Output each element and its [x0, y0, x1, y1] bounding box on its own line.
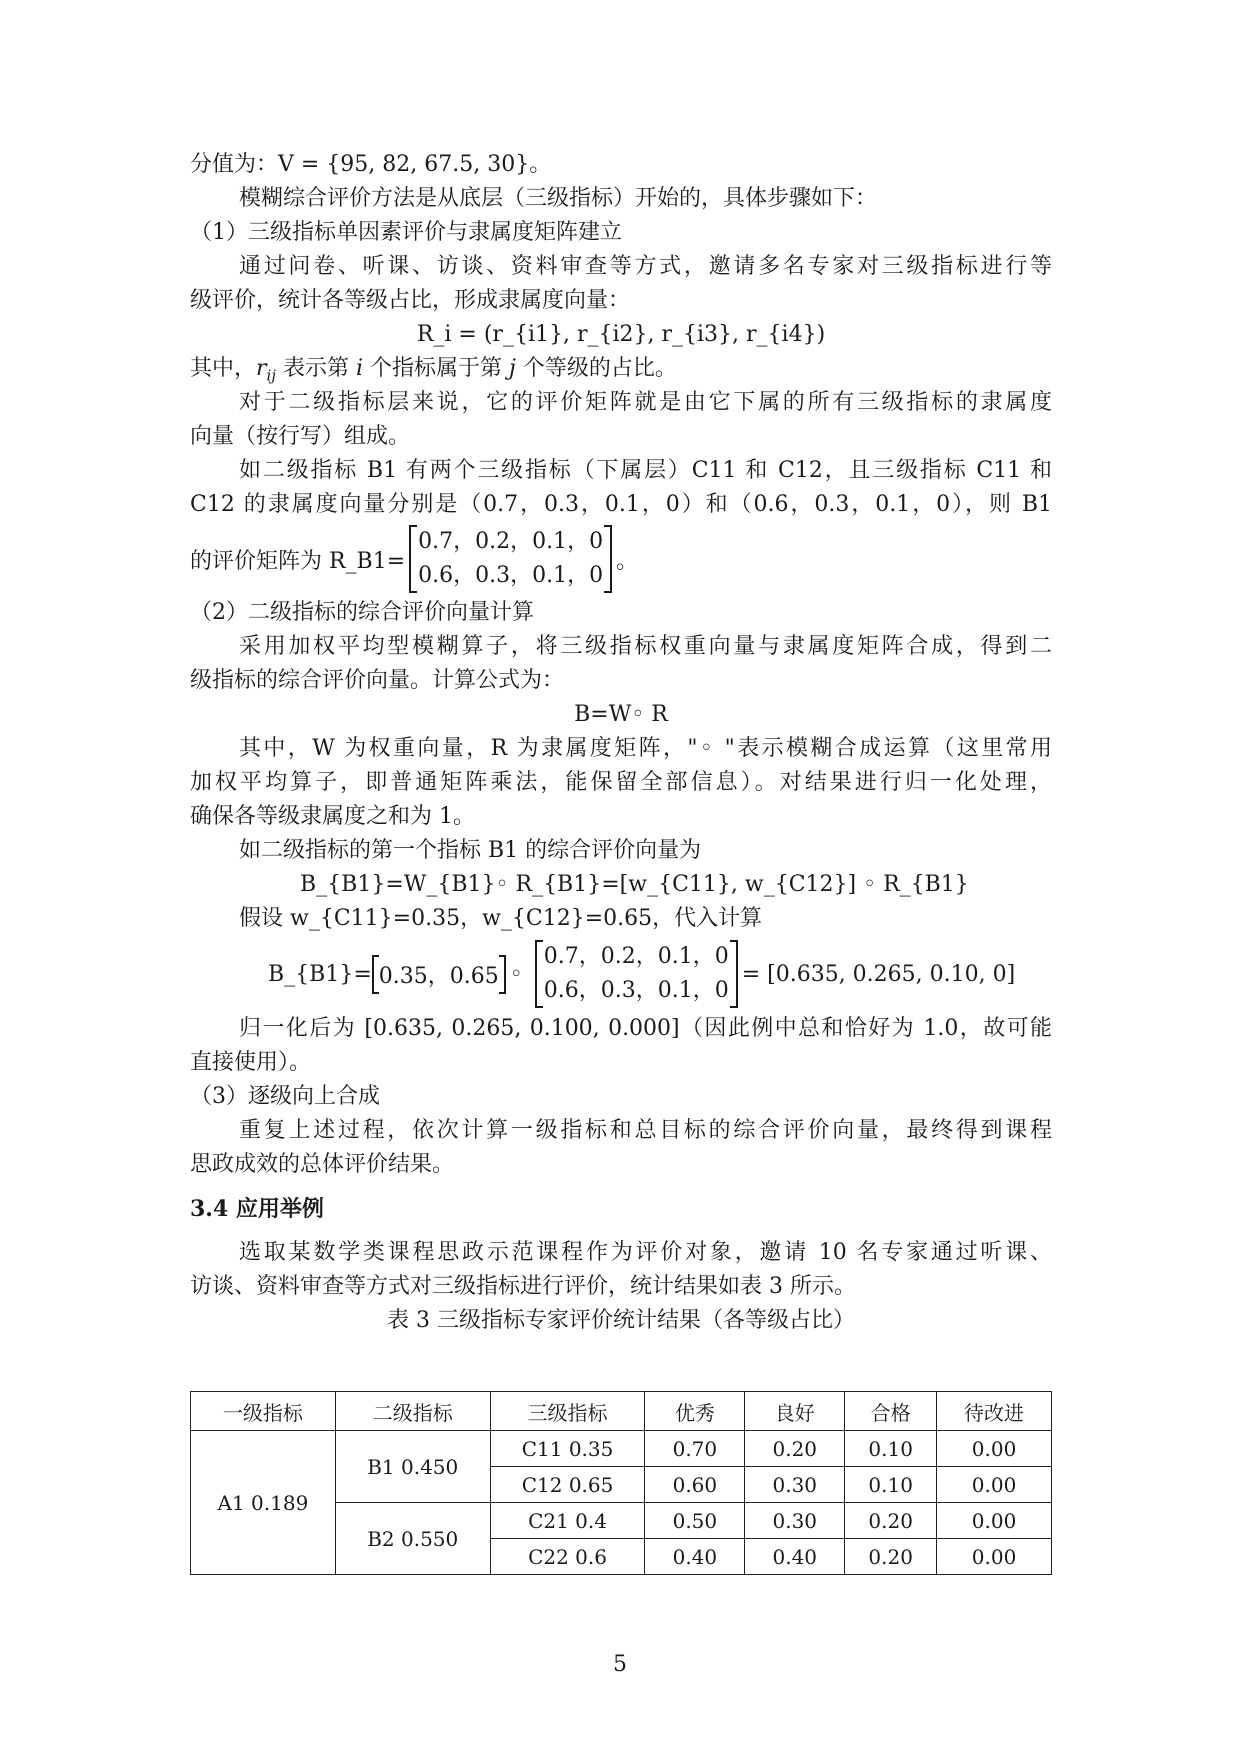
subheading: （3）逐级向上合成	[190, 1084, 380, 1109]
evaluation-table	[190, 1391, 1052, 1575]
level1-cell: A1 0.189	[191, 1431, 336, 1575]
paragraph: 分值为：V = {95, 82, 67.5, 30}。	[190, 152, 552, 177]
body-text	[190, 148, 1052, 1338]
table-header-row	[191, 1392, 1052, 1431]
page-number: 5	[613, 1652, 627, 1677]
value-cell: 0.50	[645, 1503, 745, 1539]
operator: ◦	[509, 961, 523, 987]
value-cell: 0.00	[937, 1467, 1052, 1503]
value-cell: 0.30	[745, 1467, 845, 1503]
paragraph: 直接使用）。	[190, 1050, 312, 1075]
table-caption: 表 3 三级指标专家评价统计结果（各等级占比）	[387, 1308, 855, 1333]
value-cell: 0.30	[745, 1503, 845, 1539]
weight-vector: 0.35，0.65	[372, 959, 506, 990]
text-span: 其中，	[190, 356, 257, 381]
column-header: 三级指标	[490, 1392, 645, 1431]
table-row	[191, 1431, 1052, 1467]
matrix-row: 0.6，0.3，0.1，0	[418, 563, 604, 588]
paragraph: 级评价，统计各等级占比，形成隶属度向量：	[190, 288, 631, 313]
matrix-equation	[190, 936, 1052, 1012]
formula: B_{B1}=W_{B1}◦ R_{B1}=[w_{C11}, w_{C12}] ◦ R_{B1}	[300, 872, 969, 897]
paragraph: 如二级指标的第一个指标 B1 的综合评价向量为	[239, 838, 702, 863]
subheading: （1）三级指标单因素评价与隶属度矩阵建立	[190, 220, 622, 245]
value-cell: 0.10	[845, 1467, 937, 1503]
formula: B=W◦ R	[574, 702, 668, 727]
value-cell: 0.20	[745, 1431, 845, 1467]
column-header: 一级指标	[191, 1392, 336, 1431]
value-cell: 0.10	[845, 1431, 937, 1467]
symbol-subscript: ij	[266, 366, 276, 385]
text-span: 个指标属于第	[363, 356, 510, 381]
paragraph: 采用加权平均型模糊算子，将三级指标权重向量与隶属度矩阵合成，得到二	[239, 634, 1052, 659]
column-header: 优秀	[645, 1392, 745, 1431]
text-span: 的评价矩阵为 R_B1=	[190, 548, 406, 574]
paragraph: 模糊综合评价方法是从底层（三级指标）开始的，具体步骤如下：	[239, 186, 878, 211]
subheading: （2）二级指标的综合评价向量计算	[190, 600, 534, 625]
text-span: 表示第	[276, 356, 356, 381]
symbol-j: j	[509, 356, 516, 381]
paragraph: 加权平均算子，即普通矩阵乘法，能保留全部信息）。对结果进行归一化处理，	[190, 770, 1052, 795]
value-cell: 0.20	[845, 1539, 937, 1575]
paragraph: 确保各等级隶属度之和为 1。	[190, 804, 475, 829]
value-cell: 0.70	[645, 1431, 745, 1467]
matrix-rb1	[535, 940, 738, 1008]
matrix-rb1	[409, 525, 612, 593]
paragraph: 访谈、资料审查等方式对三级指标进行评价，统计结果如表 3 所示。	[190, 1274, 856, 1299]
matrix-row: 0.7，0.2，0.1，0	[418, 529, 604, 554]
paragraph: 向量（按行写）组成。	[190, 424, 411, 449]
level3-cell: C12 0.65	[490, 1467, 645, 1503]
value-cell: 0.20	[845, 1503, 937, 1539]
value-cell: 0.40	[645, 1539, 745, 1575]
text-span: 。	[616, 548, 639, 574]
paragraph: 选取某数学类课程思政示范课程作为评价对象，邀请 10 名专家通过听课、	[239, 1240, 1052, 1265]
section-title: 3.4 应用举例	[190, 1196, 324, 1222]
paragraph: 如二级指标 B1 有两个三级指标（下属层）C11 和 C12，且三级指标 C11 和	[239, 458, 1052, 483]
paragraph: 其中，W 为权重向量，R 为隶属度矩阵，"◦ "表示模糊合成运算（这里常用	[239, 736, 1052, 761]
formula: R_i = (r_{i1}, r_{i2}, r_{i3}, r_{i4})	[416, 322, 826, 347]
level2-cell: B1 0.450	[335, 1431, 490, 1503]
matrix-row: 0.7，0.2，0.1，0	[543, 944, 729, 969]
value-cell: 0.00	[937, 1539, 1052, 1575]
paragraph: 归一化后为 [0.635, 0.265, 0.100, 0.000]（因此例中总和恰好为 1.0，故可能	[239, 1016, 1052, 1041]
matrix-equation	[190, 522, 1052, 596]
level3-cell: C22 0.6	[490, 1539, 645, 1575]
paragraph: 思政成效的总体评价结果。	[190, 1152, 455, 1177]
column-header: 良好	[745, 1392, 845, 1431]
level3-cell: C11 0.35	[490, 1431, 645, 1467]
text-span: = [0.635, 0.265, 0.10, 0]	[741, 961, 1016, 987]
paragraph: C12 的隶属度向量分别是（0.7，0.3，0.1，0）和（0.6，0.3，0.1，0），则 B1	[190, 492, 1052, 517]
level2-cell: B2 0.550	[335, 1503, 490, 1575]
column-header: 待改进	[937, 1392, 1052, 1431]
value-cell: 0.40	[745, 1539, 845, 1575]
paragraph: 重复上述过程，依次计算一级指标和总目标的综合评价向量，最终得到课程	[239, 1118, 1052, 1143]
text-span: 个等级的占比。	[515, 356, 677, 381]
value-cell: 0.00	[937, 1431, 1052, 1467]
value-cell: 0.60	[645, 1467, 745, 1503]
text-span: B_{B1}=	[268, 961, 372, 987]
paragraph: 通过问卷、听课、访谈、资料审查等方式，邀请多名专家对三级指标进行等	[239, 254, 1052, 279]
column-header: 二级指标	[335, 1392, 490, 1431]
paragraph: 对于二级指标层来说，它的评价矩阵就是由它下属的所有三级指标的隶属度	[239, 390, 1052, 415]
column-header: 合格	[845, 1392, 937, 1431]
level3-cell: C21 0.4	[490, 1503, 645, 1539]
paragraph: 级指标的综合评价向量。计算公式为：	[190, 668, 565, 693]
value-cell: 0.00	[937, 1503, 1052, 1539]
matrix-row: 0.6，0.3，0.1，0	[543, 978, 729, 1003]
symbol-i: i	[356, 356, 364, 381]
paragraph	[190, 352, 1052, 386]
symbol-r: r	[256, 356, 267, 381]
paragraph: 假设 w_{C11}=0.35，w_{C12}=0.65，代入计算	[239, 906, 763, 931]
